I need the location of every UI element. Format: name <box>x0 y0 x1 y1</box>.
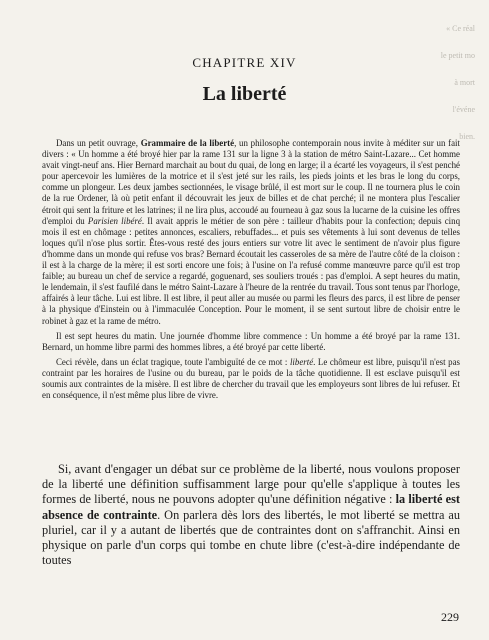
definition: la liberté est absence de contrainte <box>42 492 460 522</box>
paragraph-4: Si, avant d'engager un débat sur ce problème de la liberté, nous voulons proposer de la liberté une définition suffisamment large pour qu'elle s'applique à toutes les formes de liberté, nous ne pouvons adopter qu'une définition négative : la liberté est absence de contrainte. On parlera dès lors des libertés, le mot liberté se mettra au pluriel, car il y a autant de libertés que de contraintes dont on s'affranchit. Ainsi en physique on parle d'un corps qui tombe en chute libre (c'est-à-dire indépendante de toutes <box>42 462 461 568</box>
bleed-line: à mort <box>454 78 475 87</box>
bleed-line: « Ce réal <box>446 24 475 33</box>
newspaper-title: Parisien libéré <box>87 215 142 226</box>
bleed-line: l'événe <box>452 105 475 114</box>
paragraph-1: Dans un petit ouvrage, Grammaire de la liberté, un philosophe contemporain nous invite à méditer sur un fait divers : « Un homme a été broyé hier par la rame 131 sur la ligne 3 à la station de métro Saint-Lazare... Cet homme avait vingt-neuf ans. Hier Bernard marchait au bout du quai, de long en large; il a écarté les voyageurs, il s'est penché pour apercevoir les lumières de la motrice et il s'est jeté sur les rails, les pieds joints et les bras le long du corps, comme un plongeur. Les deux jambes sectionnées, le visage brûlé, il est mort sur le coup. Il ne tournera plus le coin de la rue Ordener, là où petit enfant il découvrait les jeux de billes et de chat perché; il ne montera plus l'escalier étroit qui sent la friture et les latrines; il ne lira plus, accoudé au fourneau à gaz sous la lucarne de la cuisine les offres d'emploi du Parisien libéré. Il avait appris le métier de son père : tailleur d'habits pour la confection; depuis cinq mois il est en chômage : petites annonces, escaliers, rebuffades... et puis ses vêtements à lui sont devenus de telles loques qu'il n'ose plus sortir. Êtes-vous resté des jours entiers sur votre lit avec le sentiment de n'avoir plus figure d'homme dans un monde qui refuse vos bras? Bernard écoutait les casseroles de sa mère de l'autre côté de la cloison : il est à la charge de la mère; il est sorti encore une fois; à l'usine on l'a refusé comme manœuvre parce qu'il est trop faible; au bureau un chef de service a regardé, goguenard, ses souliers troués : pas d'emploi. A sept heures du matin, le lendemain, il s'est faufilé dans le métro Saint-Lazare à l'heure de la rentrée du travail. Tous sont tenus par l'horloge, affairés à leur tâche. Lui est libre. Il est libre, il peut aller au musée ou parmi les fleurs des parcs, il est libre de penser à la physique d'Einstein ou à l'immaculée Conception. Pour le moment, il se sent surtout libre de choisir entre le robinet à gaz et la rame de métro. <box>42 138 461 326</box>
chapter-number: CHAPITRE XIV <box>192 55 297 70</box>
book-title: Grammaire de la liberté <box>140 138 235 148</box>
emphasized-word: liberté <box>289 356 314 367</box>
paragraph-3: Ceci révèle, dans un éclat tragique, toute l'ambiguïté de ce mot : liberté. Le chômeur est libre, puisqu'il n'est pas contraint par les horaires de l'usine ou du bureau, par le poids de la tâche quotidienne. Il est esclave puisqu'il est soumis aux contraintes de la misère. Il est libre de chercher du travail que les employeurs sont libres de lui refuser. Et en conséquence, il n'est même plus libre de vivre. <box>42 356 460 401</box>
chapter-title: La liberté <box>202 83 287 105</box>
bleed-line: le petit mo <box>440 51 475 60</box>
page-number: 229 <box>441 610 459 624</box>
bleed-line: bien. <box>459 132 475 141</box>
paragraph-2: Il est sept heures du matin. Une journée d'homme libre commence : Un homme a été broyé par la rame 131. Bernard, un homme libre parmi des hommes libres, a été broyé par cette liberté. <box>42 330 460 352</box>
quoted-passage <box>42 138 460 405</box>
main-text <box>42 462 460 568</box>
